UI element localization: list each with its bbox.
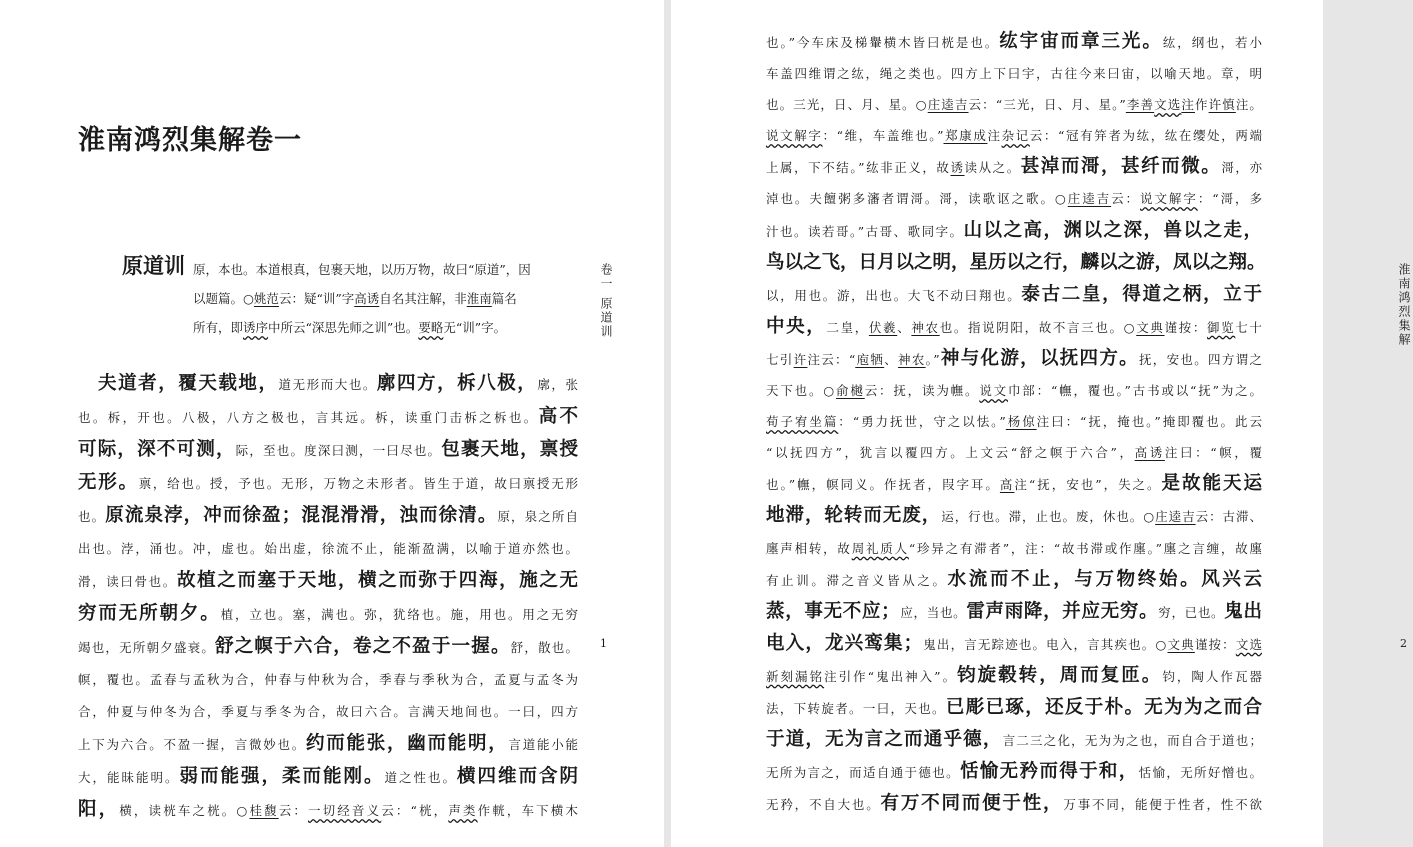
text-line: [78, 500, 578, 533]
commentary-segment: 万事不同，能便于性者，性不欲: [1063, 797, 1262, 813]
main-text-segment: 约而能张，幽而能明，: [305, 733, 509, 754]
main-text-segment: 阳，: [78, 799, 120, 820]
commentary-segment: ：“滒，多: [1197, 191, 1262, 207]
text-line: [78, 631, 578, 664]
book-title-segment: 文选: [1235, 636, 1262, 652]
proper-name-segment: 文典: [1136, 319, 1165, 335]
commentary-segment: 注“抚，安也”，失之。: [1014, 477, 1162, 493]
proper-name-segment: 伏羲: [868, 319, 898, 335]
text-line: [766, 468, 1262, 500]
commentary-segment: 巾部：“幠，覆也。”古书或以“抚”为之。: [1007, 383, 1262, 399]
proper-name-segment: 杨倞: [1005, 414, 1037, 430]
text-line: [766, 692, 1262, 724]
commentary-segment: 道之性也。: [384, 770, 457, 785]
main-text-segment: 恬愉无矜而得于和，: [959, 761, 1139, 783]
text-line: [78, 368, 578, 401]
book-title-segment: 周礼: [851, 540, 881, 556]
main-text-segment: 穷而无所朝夕。: [78, 603, 221, 624]
commentary-segment: 原，泉之所自: [497, 509, 578, 524]
main-text-segment: 横四维而含阴: [456, 766, 578, 787]
main-text-segment: 中央，: [766, 315, 827, 337]
main-text-segment: 高不: [538, 406, 578, 427]
commentary-segment: 法，下转旋者。一曰，天也。: [766, 700, 946, 716]
book-title-segment: 声类: [448, 803, 478, 818]
proper-name-segment: 高诱: [354, 291, 380, 306]
book-title-segment: 要略: [418, 320, 444, 335]
left-body-text: [78, 368, 578, 827]
commentary-segment: 也。: [78, 509, 106, 524]
commentary-segment: 横，读桄车之桄。○: [119, 803, 250, 818]
commentary-segment: 、: [897, 319, 912, 335]
text-line: [766, 58, 1262, 89]
main-text-segment: 泰古二皇，得道之柄，立于: [1021, 283, 1262, 305]
commentary-segment: 谨按：: [1164, 319, 1207, 335]
main-text-segment: 钧旋毂转，周而复匝。: [957, 664, 1163, 686]
main-text-segment: 夫道者，覆天载地，: [78, 373, 279, 394]
text-line: [78, 434, 578, 467]
commentary-segment: “以抚四方”，犹言以覆四方。上文云“舒之幎于六合”，: [766, 445, 1135, 461]
text-line: [766, 406, 1262, 437]
page-number-left: 1: [600, 637, 607, 650]
main-text-segment: 蒸，事无不应；: [766, 600, 900, 622]
commentary-segment: 作輄，车下横木: [477, 803, 578, 818]
text-line: [766, 437, 1262, 468]
text-line: [78, 696, 578, 728]
proper-name-segment: 淮南: [466, 291, 492, 306]
main-text-segment: 无形。: [78, 472, 139, 493]
commentary-segment: 。”: [925, 351, 940, 367]
text-line: [766, 247, 1266, 279]
page-number-right: 2: [1400, 637, 1407, 650]
left-page: [0, 0, 664, 847]
proper-name-segment: 注: [1181, 97, 1195, 113]
main-text-segment: 雷声雨降，并应无穷。: [966, 600, 1159, 622]
commentary-segment: 汁也。读若哥。”古哥、歌同字。: [766, 223, 964, 239]
main-text-segment: 弱而能强，柔而能刚。: [179, 766, 385, 787]
book-title-segment: 说文: [979, 383, 1008, 399]
proper-name-segment: 高: [999, 477, 1015, 493]
text-line: [78, 467, 578, 500]
commentary-segment: 言二三之化，无为为之也，而自合于道也；: [1002, 733, 1262, 749]
book-title-segment: 文选: [1154, 97, 1182, 113]
text-line: [766, 311, 1262, 343]
commentary-segment: 纮，纲也，若小: [1162, 35, 1262, 50]
proper-name-segment: 庖牺: [855, 351, 885, 367]
text-line: [193, 284, 578, 313]
commentary-segment: 注曰：“抚，掩也。”掩即覆也。此云: [1036, 414, 1262, 430]
text-line: [78, 598, 578, 631]
proper-name-segment: 庄逵吉: [927, 97, 969, 113]
commentary-segment: 云：抚，读为幠。: [864, 383, 980, 399]
text-line: [766, 660, 1262, 692]
commentary-segment: 云：: [278, 803, 309, 818]
commentary-segment: ：“勇力抚世，守之以怯。”: [838, 414, 1006, 430]
commentary-segment: 原，本也。本道根真，包裹天地，以历万物，故曰“原道”，因: [193, 262, 531, 277]
commentary-segment: 云：古滞、: [1195, 509, 1262, 525]
commentary-segment: 滑，读曰骨也。: [78, 574, 177, 589]
right-body-text: [766, 26, 1266, 820]
commentary-segment: 以题篇。○: [193, 291, 254, 306]
proper-name-segment: 桂馥: [249, 803, 279, 818]
commentary-segment: “珍异之有滞者”，注：“故书滞或作廛。”廛之言缠，故廛: [908, 540, 1262, 556]
book-title: 淮南鸿烈集解卷一: [78, 125, 302, 156]
text-line: [766, 120, 1262, 151]
text-line: [78, 728, 578, 761]
commentary-segment: ：“维，车盖维也。”: [822, 128, 944, 144]
commentary-segment: 谨按：: [1194, 636, 1236, 652]
commentary-segment: 也。”今车床及梯轝横木皆曰桄是也。: [766, 35, 1000, 50]
text-line: [766, 500, 1262, 532]
main-text-segment: 鬼出: [1224, 600, 1262, 622]
commentary-segment: 穷，已也。: [1158, 604, 1225, 620]
commentary-segment: 云：: [1111, 191, 1141, 207]
commentary-segment: 无“训”字。: [443, 320, 507, 335]
text-line: [766, 375, 1262, 406]
commentary-segment: 恬愉，无所好憎也。: [1138, 765, 1262, 781]
text-line: [766, 279, 1262, 311]
commentary-segment: 滒，亦: [1221, 160, 1262, 176]
main-text-segment: 神与化游，以抚四方。: [939, 347, 1139, 369]
commentary-segment: 淖也。夫饘粥多瀋者谓滒。滒，读歌讴之歌。○: [766, 191, 1068, 207]
commentary-segment: 天下也。○: [766, 383, 837, 399]
book-title-segment: 荀子宥坐篇: [766, 414, 839, 430]
main-text-segment: 包裹天地，禀授: [441, 439, 578, 460]
commentary-segment: 也。柝，开也。八极，八方之极也，言其远。柝，读重门击柝之柝也。: [78, 410, 539, 425]
commentary-segment: 也。”幠，幎同义。作抚者，叚字耳。: [766, 477, 1000, 493]
text-line: [78, 533, 578, 565]
text-line: [766, 343, 1262, 375]
commentary-segment: 读从之。: [964, 160, 1021, 176]
commentary-segment: 运，行也。滞，止也。废，休也。○: [941, 509, 1156, 525]
main-text-segment: 原流泉浡，冲而徐盈；混混滑滑，浊而徐清。: [105, 505, 498, 526]
commentary-segment: 云：“三光，日、月、星。”: [968, 97, 1126, 113]
proper-name-segment: 庄逵吉: [1155, 509, 1196, 525]
book-title-segment: 御览: [1206, 319, 1236, 335]
proper-name-segment: 神农: [898, 351, 926, 367]
main-text-segment: 于道，无为言之而通乎德，: [766, 729, 1003, 751]
text-line: [766, 183, 1262, 214]
book-title-segment: 说文解字: [766, 128, 823, 144]
running-header-right: 淮南鸿烈集解: [1397, 263, 1411, 347]
commentary-segment: 云：疑“训”字: [278, 291, 355, 306]
main-text-segment: 鸟以之飞，日月以之明，星历以之行，麟以之游，凤以之翔。: [766, 251, 1266, 273]
commentary-segment: 应，当也。: [899, 604, 967, 620]
commentary-segment: 鬼出，言无踪迹也。电入，言其疾也。○: [922, 636, 1168, 652]
section-intro-note: [193, 255, 578, 342]
commentary-segment: 注云：“: [807, 351, 856, 367]
section-title: 原道训: [122, 253, 185, 278]
commentary-segment: 植，立也。塞，满也。弥，犹络也。施，用也。用之无穷: [220, 607, 578, 622]
commentary-segment: 合，仲夏与仲冬为合，季夏与季冬为合，故曰六合。言满天地间也。一曰，四方: [78, 704, 578, 719]
commentary-segment: 车盖四维谓之纮，绳之类也。四方上下曰宇，古往今来曰宙，以喻天地。章，明: [766, 66, 1262, 82]
text-line: [766, 628, 1262, 660]
commentary-segment: 际，至也。度深曰测，一曰尽也。: [235, 443, 442, 458]
commentary-segment: 中所云“深思先师之训”也。: [268, 320, 419, 335]
commentary-segment: 以，用也。游，出也。大飞不动曰翔也。: [766, 287, 1022, 303]
proper-name-segment: 俞樾: [836, 383, 865, 399]
commentary-segment: 注: [987, 128, 1002, 144]
book-title-segment: 说文解字: [1140, 191, 1198, 207]
commentary-segment: 注。: [1235, 97, 1262, 113]
commentary-segment: 禀，给也。授，予也。无形，万物之未形者。皆生于道，故曰禀授无形: [138, 476, 578, 491]
proper-name-segment: 姚范: [253, 291, 279, 306]
commentary-segment: 七十: [1235, 319, 1262, 335]
commentary-segment: 廛声相转，故: [766, 540, 852, 556]
commentary-segment: 有止训。滞之音义皆从之。: [766, 572, 948, 588]
proper-name-segment: 许慎: [1208, 97, 1236, 113]
commentary-segment: 云：“桄，: [381, 803, 449, 818]
text-line: [766, 564, 1262, 596]
commentary-segment: 七引: [766, 351, 794, 367]
text-line: [193, 255, 578, 284]
main-text-segment: 地滞，轮转而无废，: [766, 505, 942, 527]
text-line: [766, 596, 1262, 628]
commentary-segment: 抚，安也。四方谓之: [1138, 351, 1262, 367]
commentary-segment: 舒，散也。: [510, 640, 578, 655]
main-text-segment: 可际，深不可测，: [78, 439, 236, 460]
book-title-segment: 质人: [880, 540, 909, 556]
book-title-segment: 新刻漏铭: [766, 668, 825, 684]
main-text-segment: 水流而不止，与万物终始。风兴云: [947, 568, 1262, 590]
text-line: [766, 788, 1262, 820]
running-header-left: 卷一 原道训: [599, 263, 613, 339]
book-title-segment: 诱序: [243, 320, 269, 335]
text-line: [78, 664, 578, 696]
commentary-segment: 篇名: [491, 291, 517, 306]
proper-name-segment: 高诱: [1134, 445, 1165, 461]
book-title-segment: 杂记: [1001, 128, 1030, 144]
proper-name-segment: 庄逵吉: [1067, 191, 1112, 207]
commentary-segment: 也。指说阴阳，故不言三也。○: [939, 319, 1137, 335]
commentary-segment: 云：“冠有笄者为纮，纮在缨处，两端: [1029, 128, 1262, 144]
commentary-segment: 自名其注解，非: [379, 291, 467, 306]
commentary-segment: 注引作“鬼出神入”。: [824, 668, 958, 684]
proper-name-segment: 诱: [950, 160, 965, 176]
proper-name-segment: 郑康成: [943, 128, 988, 144]
commentary-segment: 上属，下不结。”纮非正义，故: [766, 160, 951, 176]
commentary-segment: 二皇，: [826, 319, 869, 335]
book-title-segment: 一切经音义: [308, 803, 382, 818]
text-line: [766, 26, 1262, 58]
text-line: [78, 761, 578, 794]
commentary-segment: 、: [884, 351, 899, 367]
text-line: [766, 724, 1262, 756]
proper-name-segment: 李善: [1125, 97, 1155, 113]
text-line: [766, 89, 1262, 120]
main-text-segment: 山以之高，渊以之深，兽以之走，: [963, 219, 1262, 241]
commentary-segment: 言道能小能: [508, 737, 578, 752]
commentary-segment: 所有，即: [193, 320, 244, 335]
commentary-segment: 无所为言之，而适自通于德也。: [766, 765, 960, 781]
main-text-segment: 廓四方，柝八极，: [376, 373, 538, 394]
commentary-segment: 注曰：“幎，覆: [1164, 445, 1262, 461]
commentary-segment: 幎，覆也。孟春与孟秋为合，仲春与仲秋为合，季春与季秋为合，孟夏与孟冬为: [78, 672, 578, 687]
text-line: [78, 401, 578, 434]
proper-name-segment: 神农: [911, 319, 940, 335]
text-line: [766, 533, 1262, 564]
main-text-segment: 故植之而塞于天地，横之而弥于四海，施之无: [176, 570, 578, 591]
text-line: [78, 565, 578, 598]
commentary-segment: 上下为六合。不盈一握，言微妙也。: [78, 737, 306, 752]
commentary-segment: 大，能昧能明。: [78, 770, 180, 785]
text-line: [78, 794, 578, 827]
main-text-segment: 甚淖而滒，甚纤而微。: [1020, 156, 1222, 178]
main-text-segment: 已彫已琢，还反于朴。无为为之而合: [945, 696, 1262, 718]
main-text-segment: 舒之幎于六合，卷之不盈于一握。: [215, 636, 511, 657]
proper-name-segment: 文典: [1167, 636, 1195, 652]
main-text-segment: 纮宇宙而章三光。: [999, 31, 1163, 52]
commentary-segment: 道无形而大也。: [278, 377, 377, 392]
proper-name-segment: 许: [793, 351, 808, 367]
text-line: [766, 756, 1262, 788]
text-line: [193, 313, 578, 342]
main-text-segment: 是故能天运: [1161, 473, 1262, 495]
text-line: [766, 215, 1262, 247]
commentary-segment: 出也。浡，涌也。冲，虚也。始出虚，徐流不止，能渐盈满，以喻于道亦然也。: [78, 541, 578, 556]
main-text-segment: 有万不同而便于性，: [880, 793, 1064, 815]
commentary-segment: 也。三光，日、月、星。○: [766, 97, 928, 113]
commentary-segment: 作: [1194, 97, 1209, 113]
commentary-segment: 廓，张: [537, 377, 578, 392]
commentary-segment: 无矜，不自大也。: [766, 797, 881, 813]
main-text-segment: 电入，龙兴鸾集；: [766, 632, 923, 654]
commentary-segment: 钧，陶人作瓦器: [1162, 668, 1262, 684]
text-line: [766, 151, 1262, 183]
commentary-segment: 竭也，无所朝夕盛衰。: [78, 640, 216, 655]
